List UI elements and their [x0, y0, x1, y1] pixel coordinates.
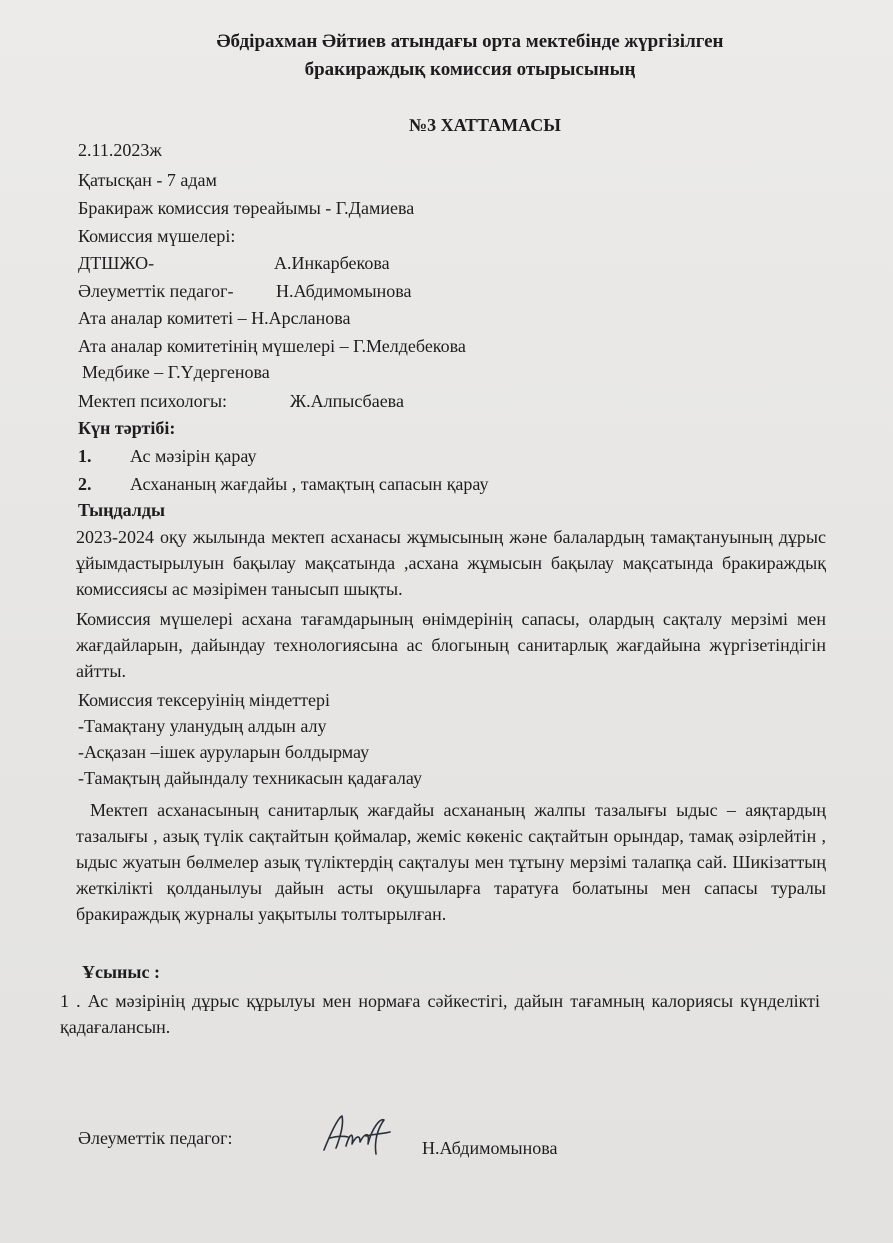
member-name: Н.Абдимомынова [276, 281, 412, 301]
proposal-heading: Ұсыныс : [82, 962, 160, 982]
member-role: Мектеп психологы: [78, 391, 228, 411]
member-name: А.Инкарбекова [274, 253, 390, 273]
member-row [82, 362, 270, 383]
heard-paragraph-1: 2023-2024 оқу жылында мектеп асханасы жұмысының және балалардың тамақтануының дұрыс ұйымдастырылуын бақылау мақсатында ,асхана жұмысын бақылау мақсатында бракираждық комиссиясы ас мәзірімен танысып шықты. [76, 527, 826, 599]
meeting-date: 2.11.2023ж [78, 140, 162, 160]
heard-paragraph-2: Комиссия мүшелері асхана тағамдарының өнімдерінің сапасы, олардың сақталу мерзімі мен жағдайларын, дайындау технологиясына ас блогының санитарлық жағдайына жүргізетіндігін айтты. [76, 609, 826, 681]
agenda-item-number: 2. [78, 474, 92, 494]
task-item: -Тамақтың дайындалу техникасын қадағалау [78, 768, 422, 788]
member-row [78, 336, 466, 357]
signatory-name: Н.Абдимомынова [422, 1138, 558, 1158]
member-name: Ж.Алпысбаева [290, 391, 404, 411]
agenda-item-number: 1. [78, 446, 92, 466]
member-role: ДТШЖО- [78, 253, 155, 273]
agenda-heading: Күн тәртібі: [78, 418, 176, 438]
agenda-item-text: Асхананың жағдайы , тамақтың сапасын қарау [130, 474, 489, 494]
handwritten-signature [318, 1110, 394, 1162]
protocol-title: №3 ХАТТАМАСЫ [409, 115, 561, 135]
member-row [78, 253, 390, 274]
signatory-role: Әлеуметтік педагог: [78, 1128, 233, 1148]
agenda-item [78, 474, 489, 495]
commission-chair: Бракираж комиссия төреайымы - Г.Дамиева [78, 198, 415, 218]
task-item: -Тамақтану уланудың алдын алу [78, 716, 327, 736]
member-role: Ата аналар комитетінің мүшелері – Г.Мелдебекова [78, 336, 466, 356]
task-item: -Асқазан –ішек ауруларын болдырмау [78, 742, 370, 762]
agenda-item-text: Ас мәзірін қарау [130, 446, 257, 466]
proposal-text: 1 . Ас мәзірінің дұрыс құрылуы мен нормаға сәйкестігі, дайын тағамның калориясы күнделікті қадағалансын. [60, 991, 820, 1037]
member-row [78, 391, 404, 412]
heard-heading: Тыңдалды [78, 500, 166, 520]
document-header [160, 28, 780, 84]
findings-paragraph: Мектеп асханасының санитарлық жағдайы асхананың жалпы тазалығы ыдыс – аяқтардың тазалығы , азық түлік сақтайтын қоймалар, жеміс көкеніс сақтайтын орындар, тамақ әзірлейтін , ыдыс жуатын бөлмелер азық түліктердің сақталуы мен тұтыну мерзімі талапқа сай. Шикізаттың жеткілікті қолданылуы дайын асты оқушыларға таратуға болатыны мен сапасы туралы бракираждық журналы уақытылы толтырылған. [76, 800, 826, 924]
member-row [78, 308, 351, 329]
members-label: Комиссия мүшелері: [78, 226, 236, 246]
member-row [78, 281, 412, 302]
title-line-2: бракираждық комиссия отырысының [304, 59, 636, 80]
member-role: Ата аналар комитеті – Н.Арсланова [78, 308, 351, 328]
member-role: Медбике – Г.Үдергенова [82, 362, 270, 382]
agenda-item [78, 446, 256, 467]
title-line-1: Әбдірахман Әйтиев атындағы орта мектебінде жүргізілген [216, 31, 724, 52]
tasks-heading: Комиссия тексеруінің міндеттері [78, 690, 330, 710]
signature-block [78, 1128, 678, 1168]
attendance: Қатысқан - 7 адам [78, 170, 217, 190]
member-role: Әлеуметтік педагог- [78, 281, 234, 301]
